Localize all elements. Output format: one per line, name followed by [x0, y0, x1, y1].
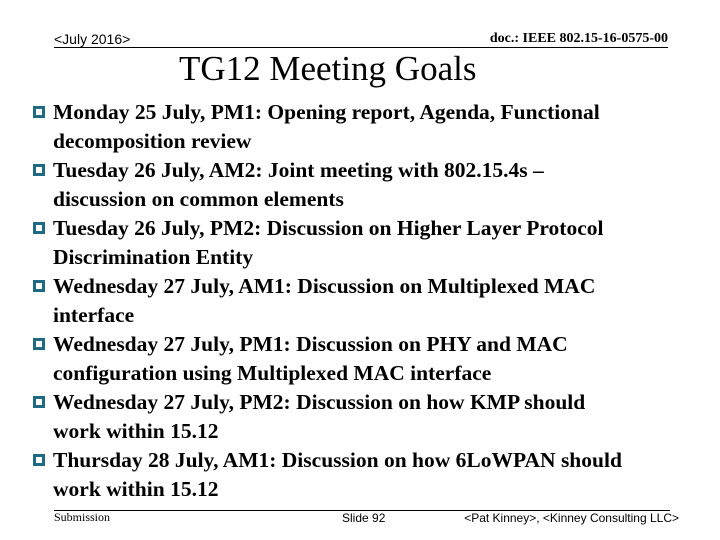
bullet-line: Tuesday 26 July, PM2: Discussion on Higher Layer Protocol: [53, 216, 604, 240]
bullet-line: Wednesday 27 July, PM1: Discussion on PHY and MAC: [53, 332, 568, 356]
bullet-item: [0, 272, 715, 330]
checkbox-bullet-icon: [33, 338, 45, 350]
bullet-line: configuration using Multiplexed MAC interface: [53, 361, 492, 385]
bullet-item: [0, 214, 715, 272]
bullet-line: interface: [53, 303, 135, 327]
checkbox-bullet-icon: [33, 396, 45, 408]
bullet-line: Discrimination Entity: [53, 245, 254, 269]
header-rule: [54, 47, 668, 48]
checkbox-bullet-icon: [33, 106, 45, 118]
bullet-line: Thursday 28 July, AM1: Discussion on how 6LoWPAN should: [53, 448, 622, 472]
bullet-line: Monday 25 July, PM1: Opening report, Agenda, Functional: [53, 100, 600, 124]
bullet-item: [0, 446, 715, 504]
header-date: <July 2016>: [54, 31, 131, 47]
footer-slide-number: Slide 92: [342, 511, 386, 525]
checkbox-bullet-icon: [33, 222, 45, 234]
bullet-line: decomposition review: [53, 129, 252, 153]
footer-author: <Pat Kinney>, <Kinney Consulting LLC>: [464, 511, 679, 525]
slide-title: TG12 Meeting Goals: [179, 49, 477, 88]
bullet-item: [0, 156, 715, 214]
checkbox-bullet-icon: [33, 280, 45, 292]
header-doc-id: doc.: IEEE 802.15-16-0575-00: [489, 31, 668, 46]
bullet-list: [0, 98, 715, 504]
bullet-item: [0, 330, 715, 388]
checkbox-bullet-icon: [33, 454, 45, 466]
bullet-line: work within 15.12: [53, 419, 219, 443]
bullet-item: [0, 388, 715, 446]
bullet-line: discussion on common elements: [53, 187, 344, 211]
bullet-item: [0, 98, 715, 156]
checkbox-bullet-icon: [33, 164, 45, 176]
footer-submission: Submission: [54, 510, 111, 524]
bullet-line: Tuesday 26 July, AM2: Joint meeting with 802.15.4s –: [53, 158, 544, 182]
bullet-line: work within 15.12: [53, 477, 219, 501]
bullet-line: Wednesday 27 July, PM2: Discussion on how KMP should: [53, 390, 586, 414]
bullet-line: Wednesday 27 July, AM1: Discussion on Multiplexed MAC: [53, 274, 596, 298]
